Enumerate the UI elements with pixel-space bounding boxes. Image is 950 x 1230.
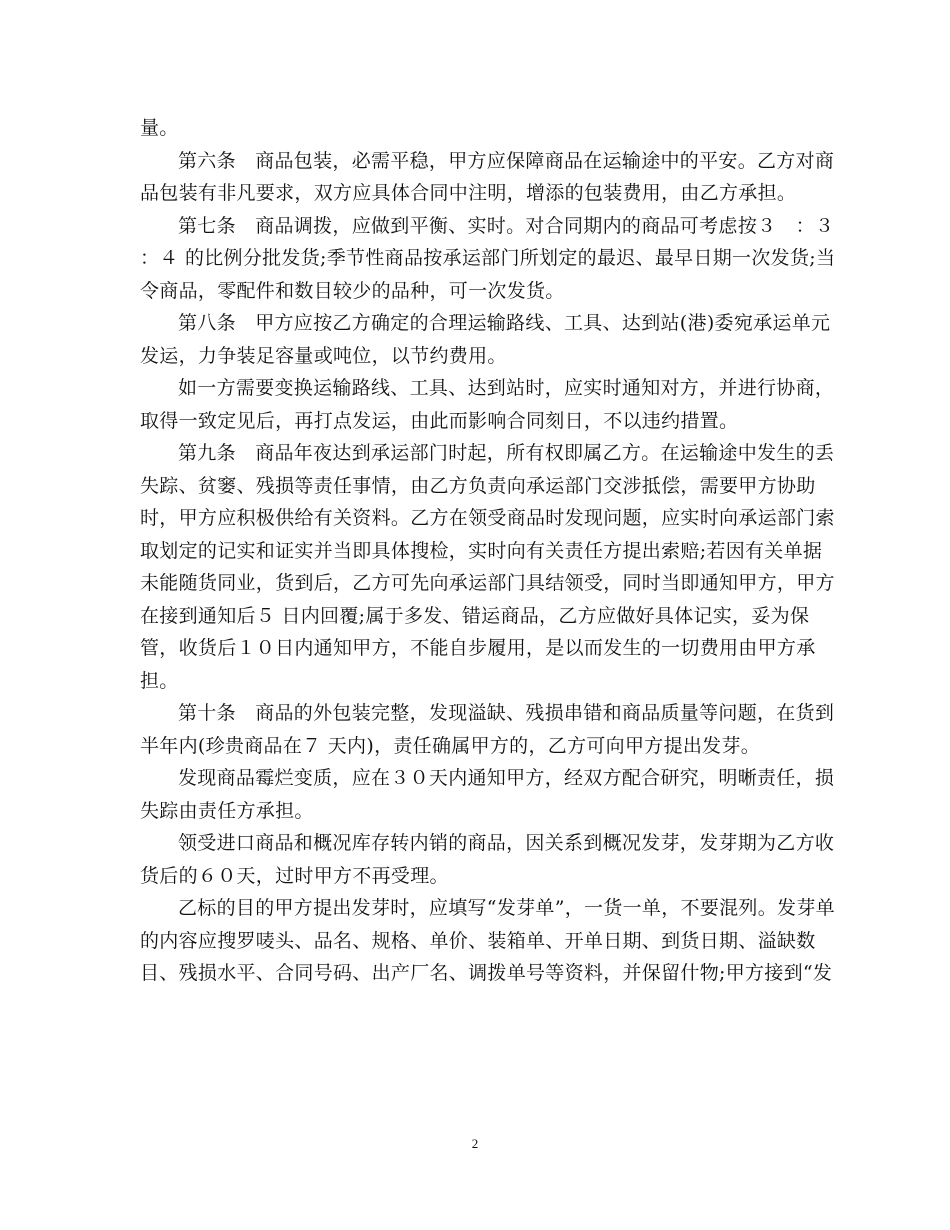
text-line: 目、残损水平、合同号码、出产厂名、调拨单号等资料，并保留什物;甲方接到“发: [140, 962, 833, 984]
text-line: 第六条 商品包装，必需平稳，甲方应保障商品在运输途中的平安。乙方对商: [178, 149, 835, 172]
text-line: 货后的６０天，过时甲方不再受理。: [140, 864, 449, 887]
text-line: 第九条 商品年夜达到承运部门时起，所有权即属乙方。在运输途中发生的丢: [178, 442, 835, 464]
text-line: 第十条 商品的外包装完整，发现溢缺、残损串错和商品质量等问题，在货到: [178, 702, 835, 724]
text-line: 第八条 甲方应按乙方确定的合理运输路线、工具、达到站(港)委宛承运单元: [178, 312, 831, 334]
text-line: ：４ 的比例分批发货;季节性商品按承运部门所划定的最迟、最早日期一次发货;当: [140, 247, 836, 269]
text-line: 量。: [140, 117, 179, 139]
text-line: 时，甲方应积极供给有关资料。乙方在领受商品时发现问题，应实时向承运部门索: [140, 507, 835, 529]
text-line: 失踪由责任方承担。: [140, 799, 314, 822]
text-line: 发现商品霉烂变质，应在３０天内通知甲方，经双方配合研究，明晰责任，损: [178, 767, 835, 789]
text-line: 乙标的目的甲方提出发芽时，应填写“发芽单”，一货一单，不要混列。发芽单: [178, 897, 835, 919]
text-line: 取划定的记实和证实并当即具体搜检，实时向有关责任方提出索赔;若因有关单据: [140, 539, 823, 562]
text-line: 取得一致定见后，再打点发运，由此而影响合同刻日，不以违约措置。: [140, 409, 739, 432]
page-number: 2: [471, 1136, 479, 1151]
text-line: 领受进口商品和概况库存转内销的商品，因关系到概况发芽，发芽期为乙方收: [178, 832, 835, 854]
text-line: 的内容应搜罗唛头、品名、规格、单价、装箱单、开单日期、到货日期、溢缺数: [140, 929, 816, 952]
text-line: 在接到通知后５ 日内回覆;属于多发、错运商品，乙方应做好具体记实，妥为保: [140, 604, 810, 627]
text-line: 品包装有非凡要求，双方应具体合同中注明，增添的包装费用，由乙方承担。: [140, 182, 797, 204]
text-line: 失踪、贫窭、残损等责任事情，由乙方负责向承运部门交涉抵偿，需要甲方协助: [140, 474, 816, 497]
text-line: 担。: [140, 669, 179, 692]
text-line: 半年内(珍贵商品在７ 天内)，责任确属甲方的，乙方可向甲方提出发芽。: [140, 734, 761, 757]
text-line: 第七条 商品调拨，应做到平衡、实时。对合同期内的商品可考虑按３ ：３: [178, 214, 835, 237]
text-line: 令商品，零配件和数目较少的品种，可一次发货。: [140, 279, 565, 302]
text-line: 管，收货后１０日内通知甲方，不能自步履用，是以而发生的一切费用由甲方承: [140, 637, 816, 659]
text-line: 如一方需要变换运输路线、工具、达到站时，应实时通知对方，并进行协商，: [178, 377, 835, 399]
text-line: 发运，力争装足容量或吨位，以节约费用。: [140, 344, 507, 367]
document-body: [140, 112, 836, 990]
text-line: 未能随货同业，货到后，乙方可先向承运部门具结领受，同时当即通知甲方，甲方: [140, 572, 835, 594]
